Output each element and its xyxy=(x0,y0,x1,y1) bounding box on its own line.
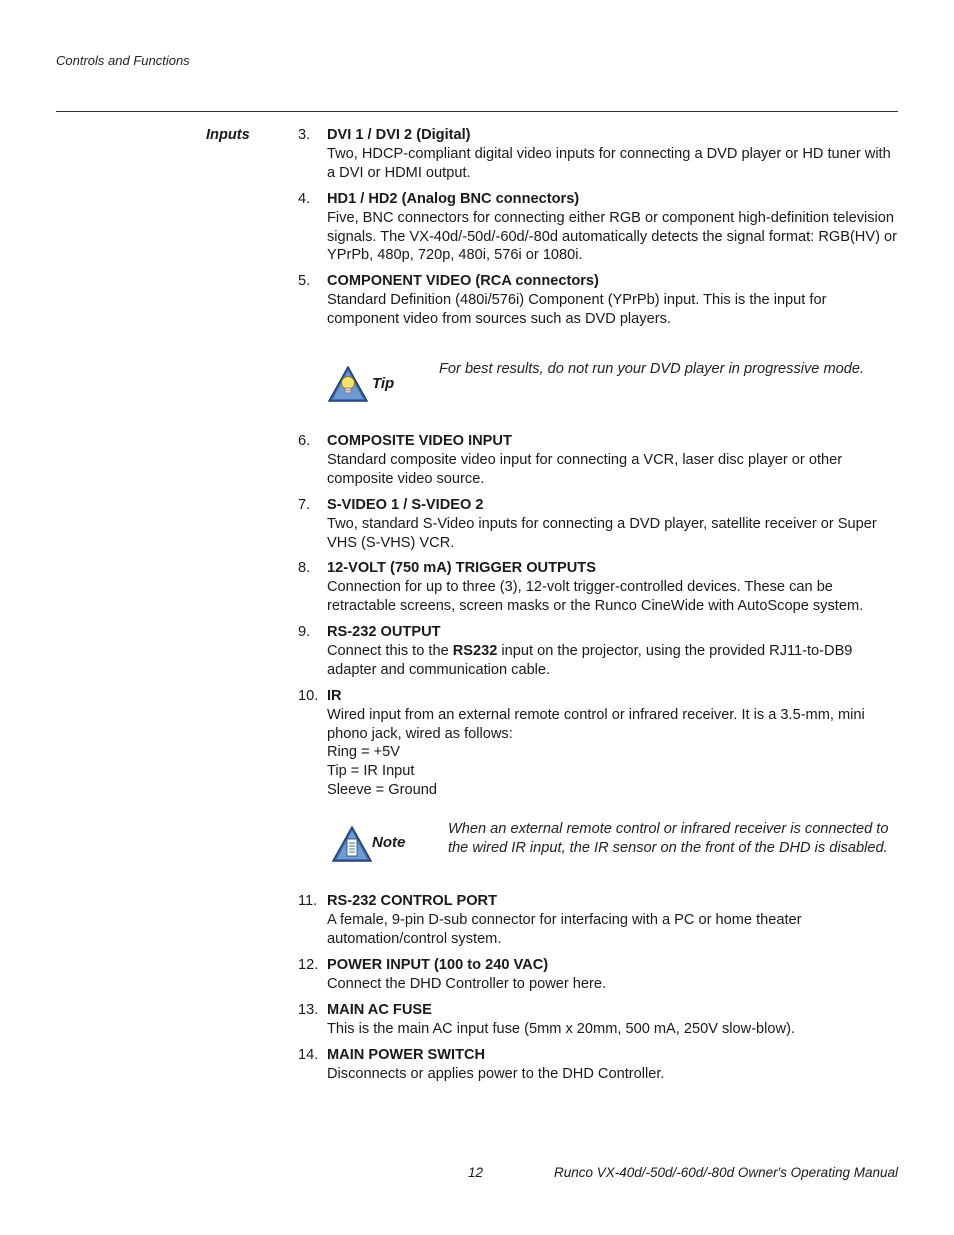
note-text: When an external remote control or infrared receiver is connected to the wired IR input, the IR sensor on the front of the DHD is disabled. xyxy=(448,821,889,856)
item-number: 10. xyxy=(298,688,319,704)
page-number: 12 xyxy=(468,1165,484,1180)
desc-emphasis: RS232 xyxy=(452,642,498,659)
note-callout xyxy=(328,821,898,866)
wiring-line: Ring = +5V xyxy=(327,744,401,761)
item-description: Connection for up to three (3), 12-volt trigger-controlled devices. These can be retractable screens, screen masks or the Runco CineWide with AutoScope system. xyxy=(327,578,864,614)
note-icon xyxy=(332,826,372,862)
list-item xyxy=(298,559,898,615)
list-item xyxy=(298,892,898,948)
item-title: RS-232 CONTROL PORT xyxy=(327,893,498,909)
list-item xyxy=(298,272,898,328)
item-number: 7. xyxy=(298,497,311,513)
list-item xyxy=(298,126,898,182)
running-header: Controls and Functions xyxy=(56,53,190,68)
item-number: 5. xyxy=(298,273,311,289)
item-description: Two, standard S-Video inputs for connecting a DVD player, satellite receiver or Super VHS (S-VHS) VCR. xyxy=(327,515,877,551)
list-item xyxy=(298,496,898,552)
item-title: COMPOSITE VIDEO INPUT xyxy=(327,433,512,449)
desc-text: Connect this to the xyxy=(327,642,453,659)
item-title: POWER INPUT (100 to 240 VAC) xyxy=(327,957,549,973)
list-item xyxy=(298,190,898,265)
item-description: Connect the DHD Controller to power here. xyxy=(327,975,607,992)
list-item xyxy=(298,956,898,994)
wiring-line: Sleeve = Ground xyxy=(327,781,437,798)
item-description: Wired input from an external remote control or infrared receiver. It is a 3.5-mm, mini phono jack, wired as follows: xyxy=(327,706,865,742)
item-description: Standard Definition (480i/576i) Component (YPrPb) input. This is the input for component video from sources such as DVD players. xyxy=(327,291,827,327)
tip-callout xyxy=(328,361,898,406)
list-item xyxy=(298,687,898,800)
item-description: Standard composite video input for connecting a VCR, laser disc player or other composite video source. xyxy=(327,451,843,487)
item-number: 11. xyxy=(298,893,318,909)
list-item xyxy=(298,1046,898,1084)
item-title: HD1 / HD2 (Analog BNC connectors) xyxy=(327,191,580,207)
item-number: 13. xyxy=(298,1002,319,1018)
note-label: Note xyxy=(372,834,406,851)
item-title: RS-232 OUTPUT xyxy=(327,624,441,640)
item-title: DVI 1 / DVI 2 (Digital) xyxy=(327,127,471,143)
item-number: 9. xyxy=(298,624,311,640)
tip-label: Tip xyxy=(372,375,395,392)
item-number: 4. xyxy=(298,191,311,207)
item-description: Disconnects or applies power to the DHD Controller. xyxy=(327,1065,665,1082)
item-description: Two, HDCP-compliant digital video inputs for connecting a DVD player or HD tuner with a DVI or HDMI output. xyxy=(327,145,891,181)
item-description: Five, BNC connectors for connecting either RGB or component high-definition television signals. The VX-40d/-50d/-60d/-80d automatically detects the signal format: RGB(HV) or YPrPb, 480p, 720p, 480i, 576i or 1080i. xyxy=(327,209,897,264)
item-title: S-VIDEO 1 / S-VIDEO 2 xyxy=(327,497,484,513)
item-number: 6. xyxy=(298,433,311,449)
desc-text: input on the projector, using the provided RJ11-to-DB9 adapter and communication cable. xyxy=(327,642,853,678)
header-rule xyxy=(56,111,898,112)
tip-text: For best results, do not run your DVD player in progressive mode. xyxy=(439,361,865,377)
item-description: This is the main AC input fuse (5mm x 20mm, 500 mA, 250V slow-blow). xyxy=(327,1020,795,1037)
wiring-line: Tip = IR Input xyxy=(327,763,415,780)
item-number: 8. xyxy=(298,560,311,576)
manual-title: Runco VX-40d/-50d/-60d/-80d Owner's Operating Manual xyxy=(553,1165,898,1180)
item-title: IR xyxy=(327,688,342,704)
list-item xyxy=(298,623,898,679)
item-title: 12-VOLT (750 mA) TRIGGER OUTPUTS xyxy=(327,560,596,576)
section-label: Inputs xyxy=(206,127,250,143)
lightbulb-icon xyxy=(328,366,368,402)
item-description: A female, 9-pin D-sub connector for interfacing with a PC or home theater automation/control system. xyxy=(327,911,802,947)
list-item xyxy=(298,1001,898,1039)
item-description xyxy=(327,642,898,680)
item-title: COMPONENT VIDEO (RCA connectors) xyxy=(327,273,599,289)
item-title: MAIN POWER SWITCH xyxy=(327,1047,486,1063)
item-title: MAIN AC FUSE xyxy=(327,1002,432,1018)
item-number: 3. xyxy=(298,127,311,143)
list-item xyxy=(298,432,898,488)
item-number: 12. xyxy=(298,957,319,973)
item-number: 14. xyxy=(298,1047,319,1063)
